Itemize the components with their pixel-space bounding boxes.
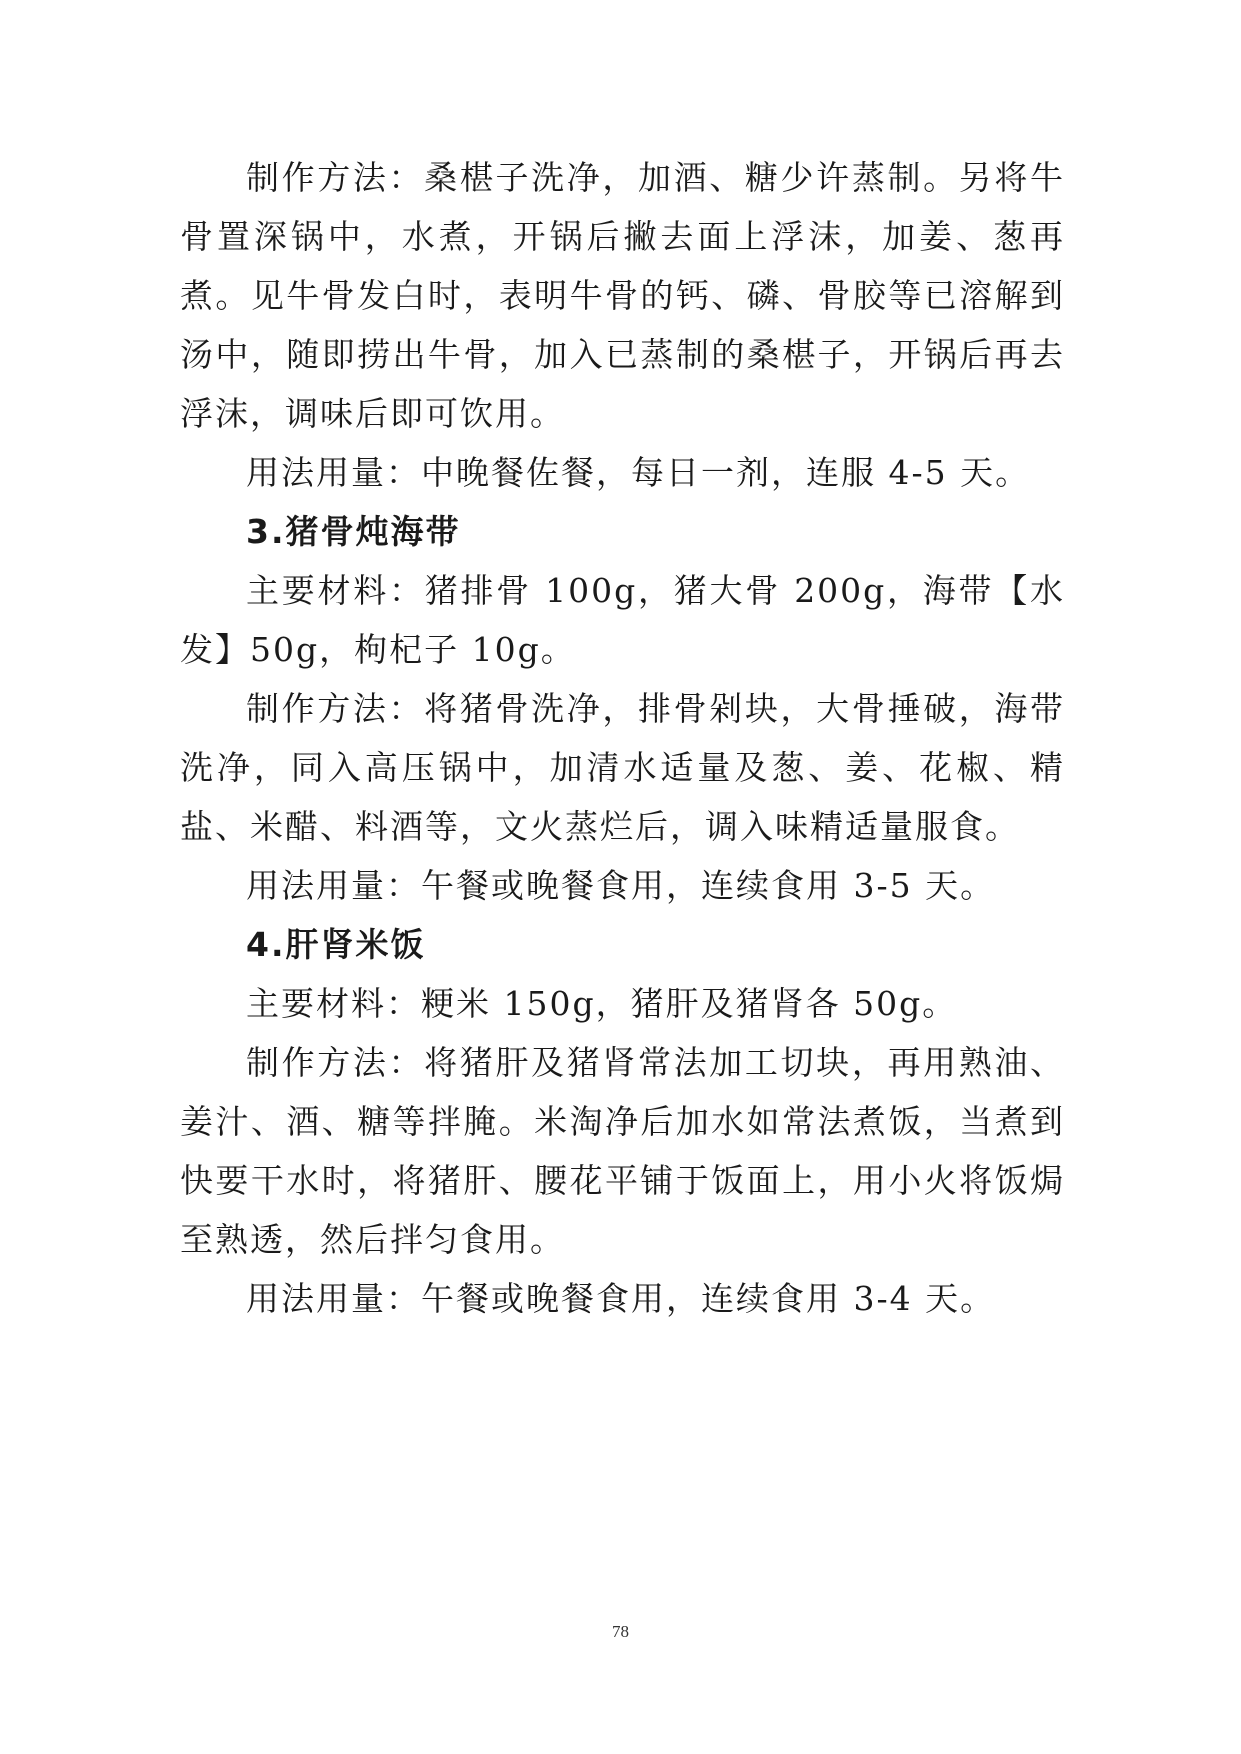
recipe-heading: 4.肝肾米饭: [246, 925, 426, 964]
page-number: 78: [612, 1622, 629, 1641]
recipe-heading: 3.猪骨炖海带: [246, 512, 461, 551]
method-paragraph: 制作方法：将猪骨洗净，排骨剁块，大骨捶破，海带洗净，同入高压锅中，加清水适量及葱、姜、花椒、精盐、米醋、料酒等，文火蒸烂后，调入味精适量服食。: [180, 689, 1065, 846]
dosage-paragraph: 用法用量：中晚餐佐餐，每日一剂，连服 4-5 天。: [246, 453, 1031, 492]
dosage-paragraph: 用法用量：午餐或晚餐食用，连续食用 3-4 天。: [246, 1279, 996, 1318]
ingredients-paragraph: 主要材料：猪排骨 100g，猪大骨 200g，海带【水发】50g，枸杞子 10g。: [180, 571, 1065, 669]
dosage-paragraph: 用法用量：午餐或晚餐食用，连续食用 3-5 天。: [246, 866, 996, 905]
ingredients-paragraph: 主要材料：粳米 150g，猪肝及猪肾各 50g。: [246, 984, 958, 1023]
method-paragraph: 制作方法：将猪肝及猪肾常法加工切块，再用熟油、姜汁、酒、糖等拌腌。米淘净后加水如常法煮饭，当煮到快要干水时，将猪肝、腰花平铺于饭面上，用小火将饭焗至熟透，然后拌匀食用。: [180, 1043, 1065, 1259]
document-body: [180, 148, 1065, 1328]
method-paragraph: 制作方法：桑椹子洗净，加酒、糖少许蒸制。另将牛骨置深锅中，水煮，开锅后撇去面上浮沫，加姜、葱再煮。见牛骨发白时，表明牛骨的钙、磷、骨胶等已溶解到汤中，随即捞出牛骨，加入已蒸制的桑椹子，开锅后再去浮沫，调味后即可饮用。: [180, 158, 1065, 433]
